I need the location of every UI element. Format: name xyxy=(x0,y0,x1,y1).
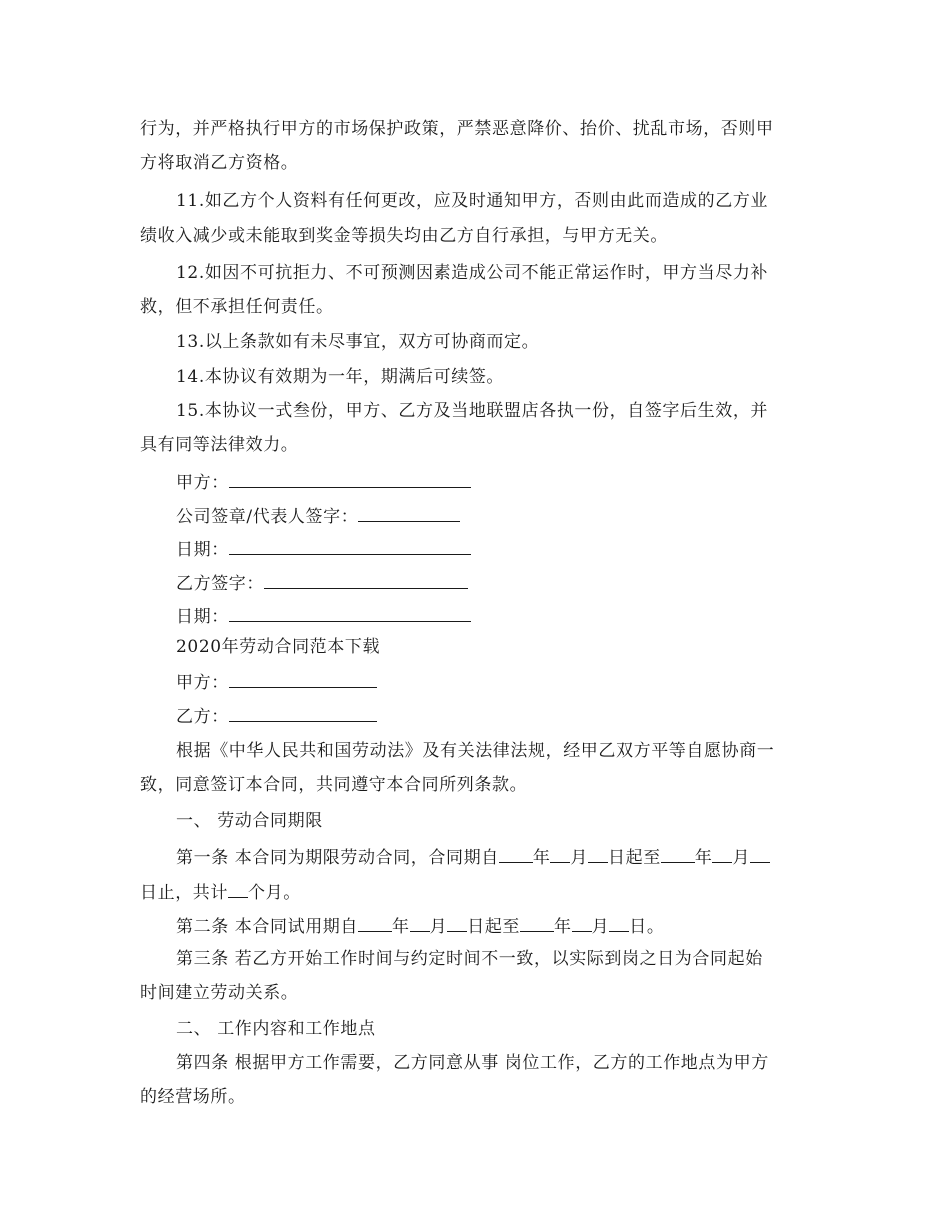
section-heading: 二、 工作内容和工作地点 xyxy=(176,1019,376,1039)
blank-field xyxy=(588,845,608,863)
signature-label: 日期： xyxy=(176,607,229,627)
clause-11: 11.如乙方个人资料有任何更改，应及时通知甲方，否则由此而造成的乙方业 xyxy=(176,191,769,211)
blank-field xyxy=(447,914,467,932)
party-blank xyxy=(229,670,377,688)
article-text: 第一条 本合同为期限劳动合同，合同期自 xyxy=(176,848,499,868)
blank-field xyxy=(520,914,554,932)
party-label: 乙方： xyxy=(176,707,229,727)
signature-label: 公司签章/代表人签字： xyxy=(176,507,359,527)
article-text: 日止，共计 xyxy=(140,883,228,903)
clause-14: 14.本协议有效期为一年，期满后可续签。 xyxy=(176,367,505,387)
blank-field xyxy=(358,914,392,932)
preamble: 根据《中华人民共和国劳动法》及有关法律法规，经甲乙双方平等自愿协商一 xyxy=(176,741,775,761)
article-text: 日起至 xyxy=(608,848,661,868)
article-text: 年 xyxy=(554,917,572,937)
text-line: 行为，并严格执行甲方的市场保护政策，严禁恶意降价、抬价、扰乱市场，否则甲 xyxy=(140,119,774,139)
signature-blank xyxy=(358,504,460,522)
article-text: 月 xyxy=(429,917,448,937)
text-line: 具有同等法律效力。 xyxy=(140,435,299,455)
text-line: 救，但不承担任何责任。 xyxy=(140,297,334,317)
clause-12: 12.如因不可抗拒力、不可预测因素造成公司不能正常运作时，甲方当尽力补 xyxy=(176,263,769,283)
blank-field xyxy=(661,845,695,863)
blank-field xyxy=(550,845,570,863)
text-line: 时间建立劳动关系。 xyxy=(140,983,299,1003)
signature-date xyxy=(176,537,471,561)
article-text: 第二条 本合同试用期自 xyxy=(176,917,359,937)
article-text: 年 xyxy=(392,917,410,937)
signature-blank xyxy=(264,571,468,589)
blank-field xyxy=(499,845,533,863)
contract-title: 2020年劳动合同范本下载 xyxy=(176,637,381,657)
signature-party-b xyxy=(176,571,468,595)
blank-field xyxy=(712,845,732,863)
blank-field xyxy=(750,845,770,863)
signature-label: 甲方： xyxy=(176,473,229,493)
article-text: 日起至 xyxy=(467,917,521,937)
signature-company-seal xyxy=(176,504,460,528)
signature-label: 日期： xyxy=(176,540,229,560)
text-line: 方将取消乙方资格。 xyxy=(140,153,299,173)
text-line: 的经营场所。 xyxy=(140,1087,246,1107)
party-b-line xyxy=(176,704,377,728)
blank-field xyxy=(410,914,430,932)
text-line: 致，同意签订本合同，共同遵守本合同所列条款。 xyxy=(140,775,528,795)
article-text: 日。 xyxy=(629,917,665,937)
article-1-cont xyxy=(140,880,301,904)
article-text: 个月。 xyxy=(248,883,301,903)
article-4: 第四条 根据甲方工作需要，乙方同意从事 岗位工作，乙方的工作地点为甲方 xyxy=(176,1053,769,1073)
party-label: 甲方： xyxy=(176,673,229,693)
blank-field xyxy=(572,914,592,932)
article-text: 月 xyxy=(732,848,751,868)
article-text: 月 xyxy=(570,848,589,868)
signature-date xyxy=(176,604,471,628)
article-text: 年 xyxy=(694,848,713,868)
signature-blank xyxy=(229,470,471,488)
article-2 xyxy=(176,914,664,938)
party-a-line xyxy=(176,670,377,694)
blank-field xyxy=(609,914,629,932)
article-3: 第三条 若乙方开始工作时间与约定时间不一致，以实际到岗之日为合同起始 xyxy=(176,949,763,969)
signature-blank xyxy=(229,604,471,622)
article-1 xyxy=(176,845,770,869)
section-heading: 一、 劳动合同期限 xyxy=(176,811,323,831)
signature-blank xyxy=(229,537,471,555)
article-text: 月 xyxy=(591,917,610,937)
article-text: 年 xyxy=(532,848,551,868)
clause-13: 13.以上条款如有未尽事宜，双方可协商而定。 xyxy=(176,332,540,352)
text-line: 绩收入减少或未能取到奖金等损失均由乙方自行承担，与甲方无关。 xyxy=(140,226,668,246)
signature-party-a xyxy=(176,470,471,494)
clause-15: 15.本协议一式叁份，甲方、乙方及当地联盟店各执一份，自签字后生效，并 xyxy=(176,401,769,421)
blank-field xyxy=(228,880,248,898)
party-blank xyxy=(229,704,377,722)
signature-label: 乙方签字： xyxy=(176,574,264,594)
